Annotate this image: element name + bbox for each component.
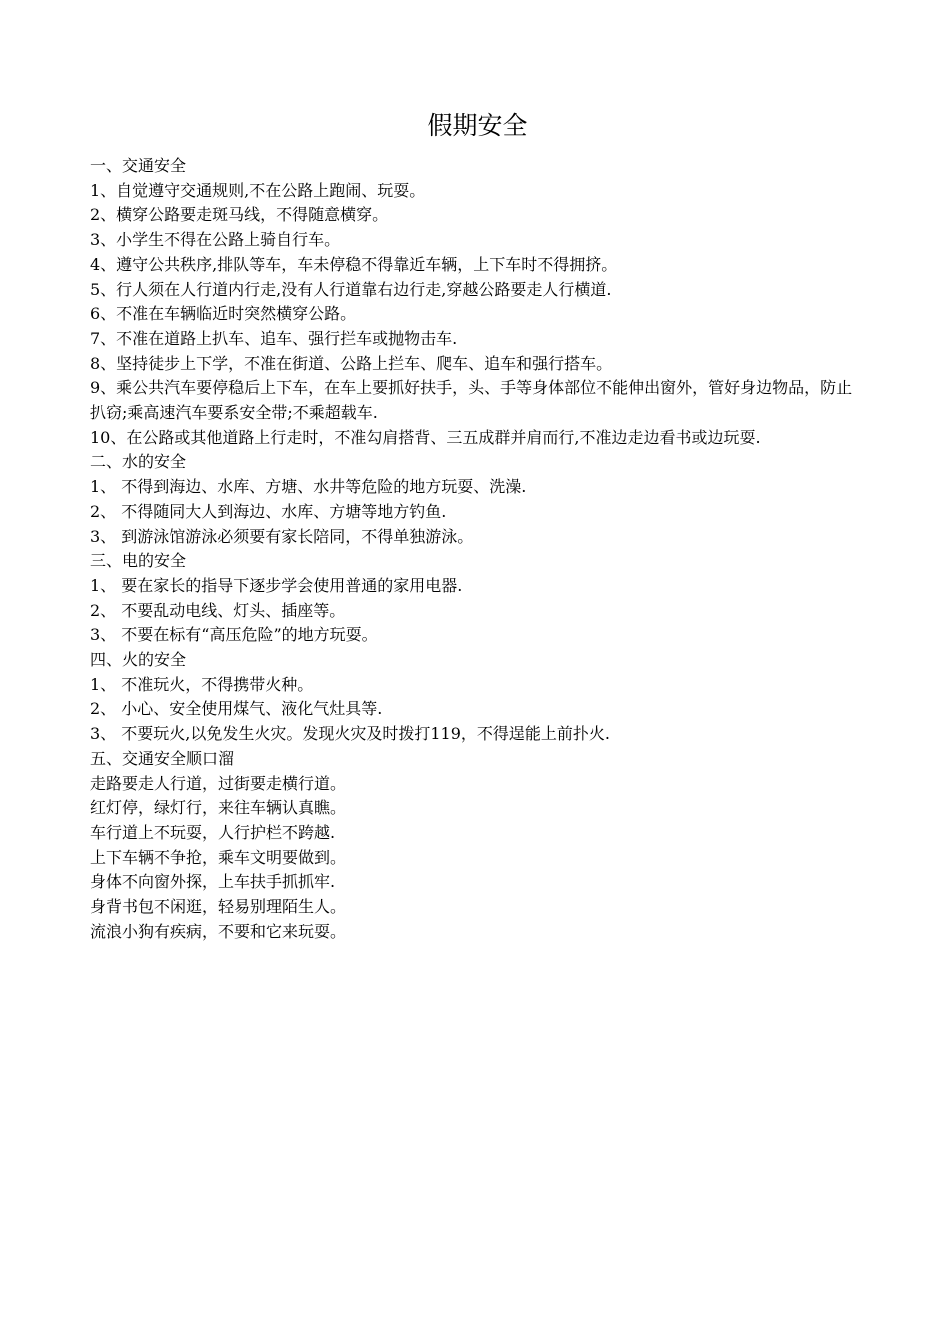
- list-item: 1、 不准玩火，不得携带火种。: [90, 674, 314, 694]
- list-item: 1、 要在家长的指导下逐步学会使用普通的家用电器.: [90, 575, 463, 595]
- list-item: 3、小学生不得在公路上骑自行车。: [90, 230, 341, 250]
- section-heading: 一、交通安全: [90, 156, 187, 175]
- list-item: 3、 不要在标有“高压危险”的地方玩耍。: [90, 625, 378, 645]
- rhyme-line: 流浪小狗有疾病，不要和它来玩耍。: [90, 921, 347, 941]
- rhyme-line: 红灯停，绿灯行，来往车辆认真瞧。: [90, 798, 347, 818]
- list-item: 4、遵守公共秩序,排队等车，车未停稳不得靠近车辆，上下车时不得拥挤。: [90, 254, 618, 274]
- section-water-safety: [90, 450, 865, 549]
- rhyme-line: 上下车辆不争抢，乘车文明要做到。: [90, 847, 347, 867]
- list-item: 9、乘公共汽车要停稳后上下车，在车上要抓好扶手，头、手等身体部位不能伸出窗外，管好身边物品，防止扒窃;乘高速汽车要系安全带;不乘超载车.: [90, 378, 853, 423]
- section-heading: 四、火的安全: [90, 650, 187, 670]
- list-item: 2、 不得随同大人到海边、水库、方塘等地方钓鱼.: [90, 501, 447, 521]
- section-heading: 五、交通安全顺口溜: [90, 748, 235, 768]
- rhyme-line: 走路要走人行道，过街要走横行道。: [90, 773, 347, 793]
- document-page: [90, 104, 865, 945]
- list-item: 2、 小心、安全使用煤气、液化气灶具等.: [90, 699, 383, 719]
- section-heading: 二、水的安全: [90, 452, 187, 472]
- list-item: 3、 不要玩火,以免发生火灾。发现火灾及时拨打119，不得逞能上前扑火.: [90, 724, 610, 744]
- list-item: 10、在公路或其他道路上行走时，不准勾肩搭背、三五成群并肩而行,不准边走边看书或边玩耍.: [90, 427, 761, 447]
- rhyme-line: 车行道上不玩耍，人行护栏不跨越.: [90, 822, 336, 842]
- section-traffic-rhyme: [90, 747, 865, 945]
- list-item: 8、坚持徒步上下学，不准在街道、公路上拦车、爬车、追车和强行搭车。: [90, 353, 613, 373]
- list-item: 7、不准在道路上扒车、追车、强行拦车或抛物击车.: [90, 328, 458, 348]
- rhyme-line: 身背书包不闲逛，轻易别理陌生人。: [90, 897, 347, 917]
- list-item: 2、 不要乱动电线、灯头、插座等。: [90, 600, 346, 620]
- rhyme-line: 身体不向窗外探，上车扶手抓抓牢.: [90, 872, 336, 892]
- list-item: 1、自觉遵守交通规则,不在公路上跑闹、玩耍。: [90, 180, 426, 200]
- section-traffic-safety: [90, 154, 865, 450]
- section-electric-safety: [90, 549, 865, 648]
- list-item: 3、 到游泳馆游泳必须要有家长陪同，不得单独游泳。: [90, 526, 474, 546]
- document-title: 假期安全: [427, 111, 528, 140]
- list-item: 2、横穿公路要走斑马线，不得随意横穿。: [90, 205, 389, 225]
- list-item: 6、不准在车辆临近时突然横穿公路。: [90, 304, 357, 324]
- section-heading: 三、电的安全: [90, 551, 187, 571]
- section-fire-safety: [90, 648, 865, 747]
- list-item: 1、 不得到海边、水库、方塘、水井等危险的地方玩耍、洗澡.: [90, 477, 527, 497]
- list-item: 5、行人须在人行道内行走,没有人行道靠右边行走,穿越公路要走人行横道.: [90, 279, 612, 299]
